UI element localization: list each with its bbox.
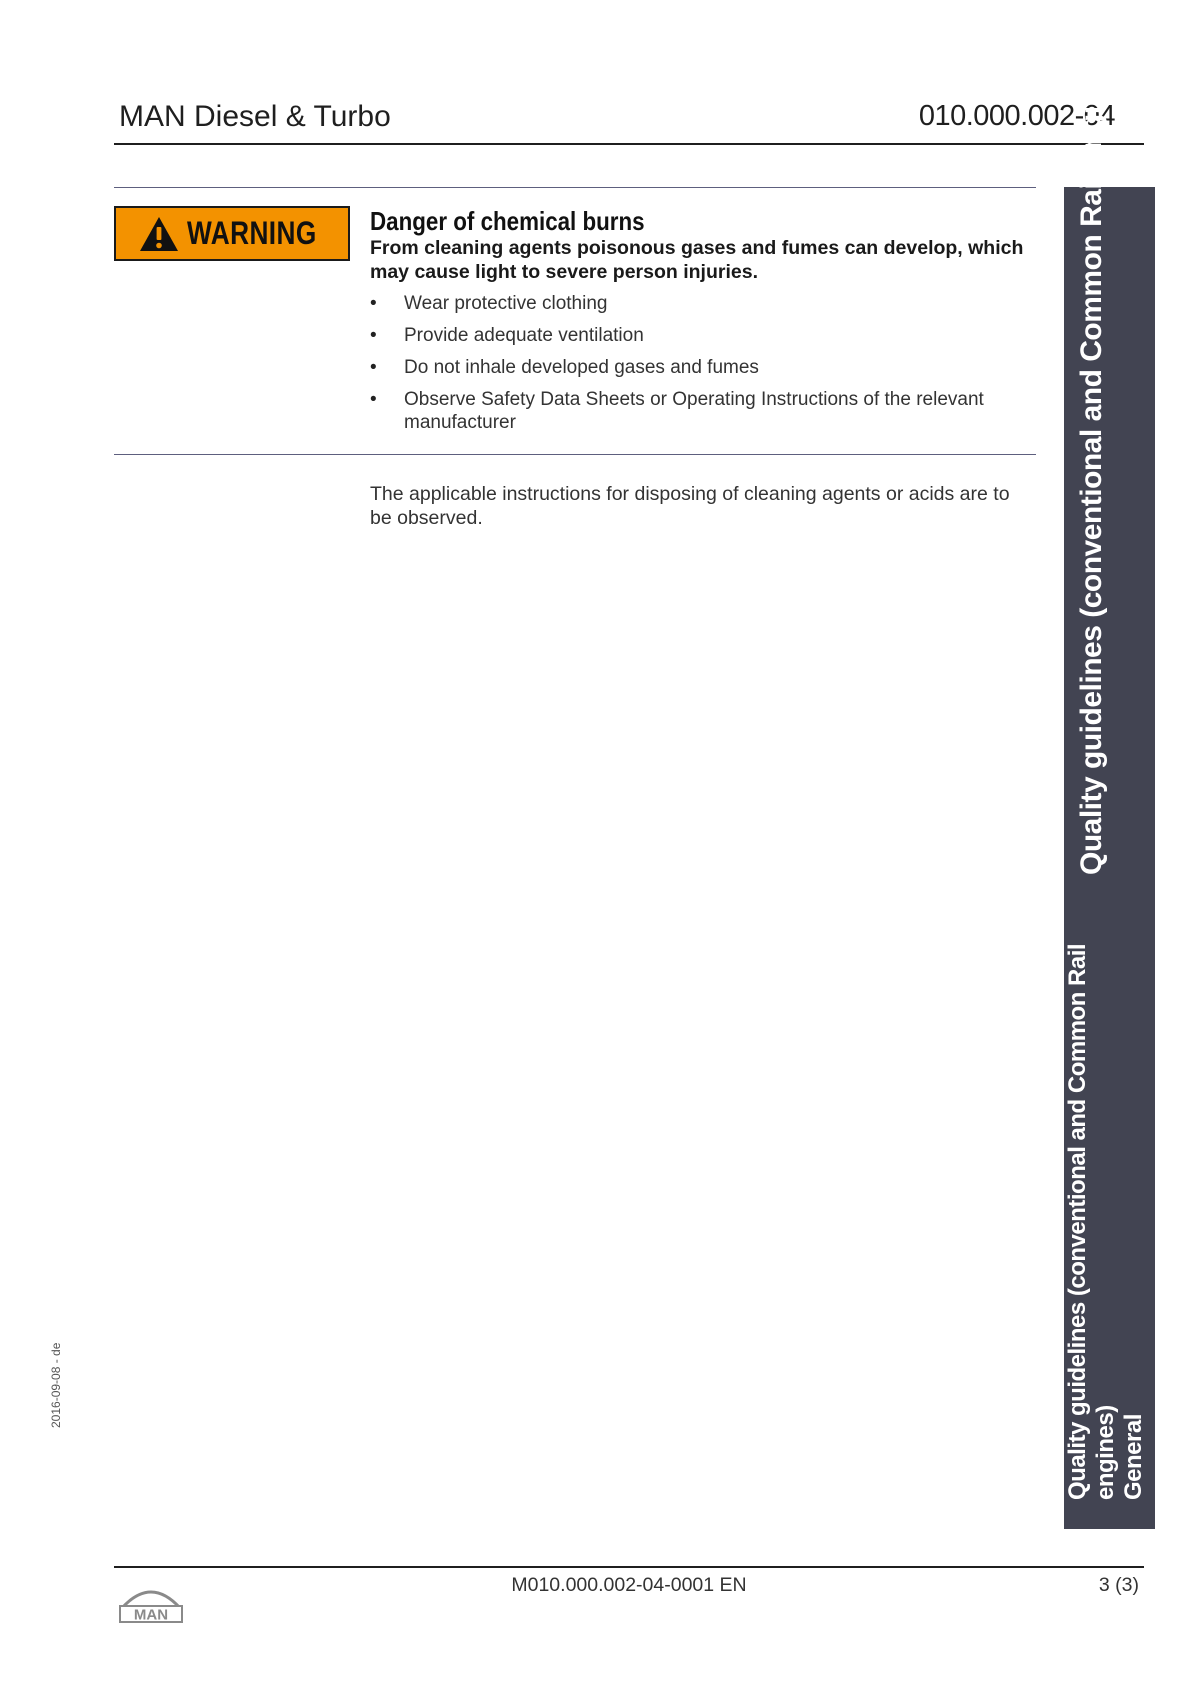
warning-title: Danger of chemical burns <box>370 206 645 236</box>
list-item: • Wear protective clothing <box>370 292 1030 315</box>
side-tab-subtitle-line2: engines) <box>1092 1405 1119 1500</box>
list-item: • Provide adequate ventilation <box>370 324 1030 347</box>
warning-description: From cleaning agents poisonous gases and fumes can develop, which may cause light to severe person injuries. <box>370 237 1024 283</box>
page-number: 3 (3) <box>1098 1574 1139 1596</box>
side-tab-title: Quality guidelines (conventional and Common Rail engines) <box>1075 46 1108 875</box>
document-code: M010.000.002-04-0001 EN <box>511 1574 747 1596</box>
warning-precautions-list <box>370 292 1030 443</box>
company-name: MAN Diesel & Turbo <box>119 100 391 133</box>
warning-bottom-divider <box>114 454 1036 455</box>
warning-badge-label: WARNING <box>186 215 317 251</box>
revision-date: 2016-09-08 - de <box>49 1342 63 1428</box>
man-logo-text: MAN <box>133 1606 169 1624</box>
side-tab-subtitle-line1: Quality guidelines (conventional and Common Rail <box>1064 943 1091 1500</box>
footer-divider <box>114 1566 1144 1568</box>
header-divider <box>114 143 1144 145</box>
list-item: • Observe Safety Data Sheets or Operating Instructions of the relevant manufacturer <box>370 388 1030 434</box>
man-logo-icon <box>118 1582 184 1624</box>
body-paragraph: The applicable instructions for disposing of cleaning agents or acids are to be observed. <box>370 483 1010 529</box>
document-number: 010.000.002-04 <box>918 100 1115 132</box>
list-item: • Do not inhale developed gases and fumes <box>370 356 1030 379</box>
warning-triangle-icon <box>139 216 179 252</box>
warning-badge <box>114 206 350 261</box>
warning-top-divider <box>114 187 1036 188</box>
side-tab-subtitle-line3: General <box>1120 1414 1147 1500</box>
